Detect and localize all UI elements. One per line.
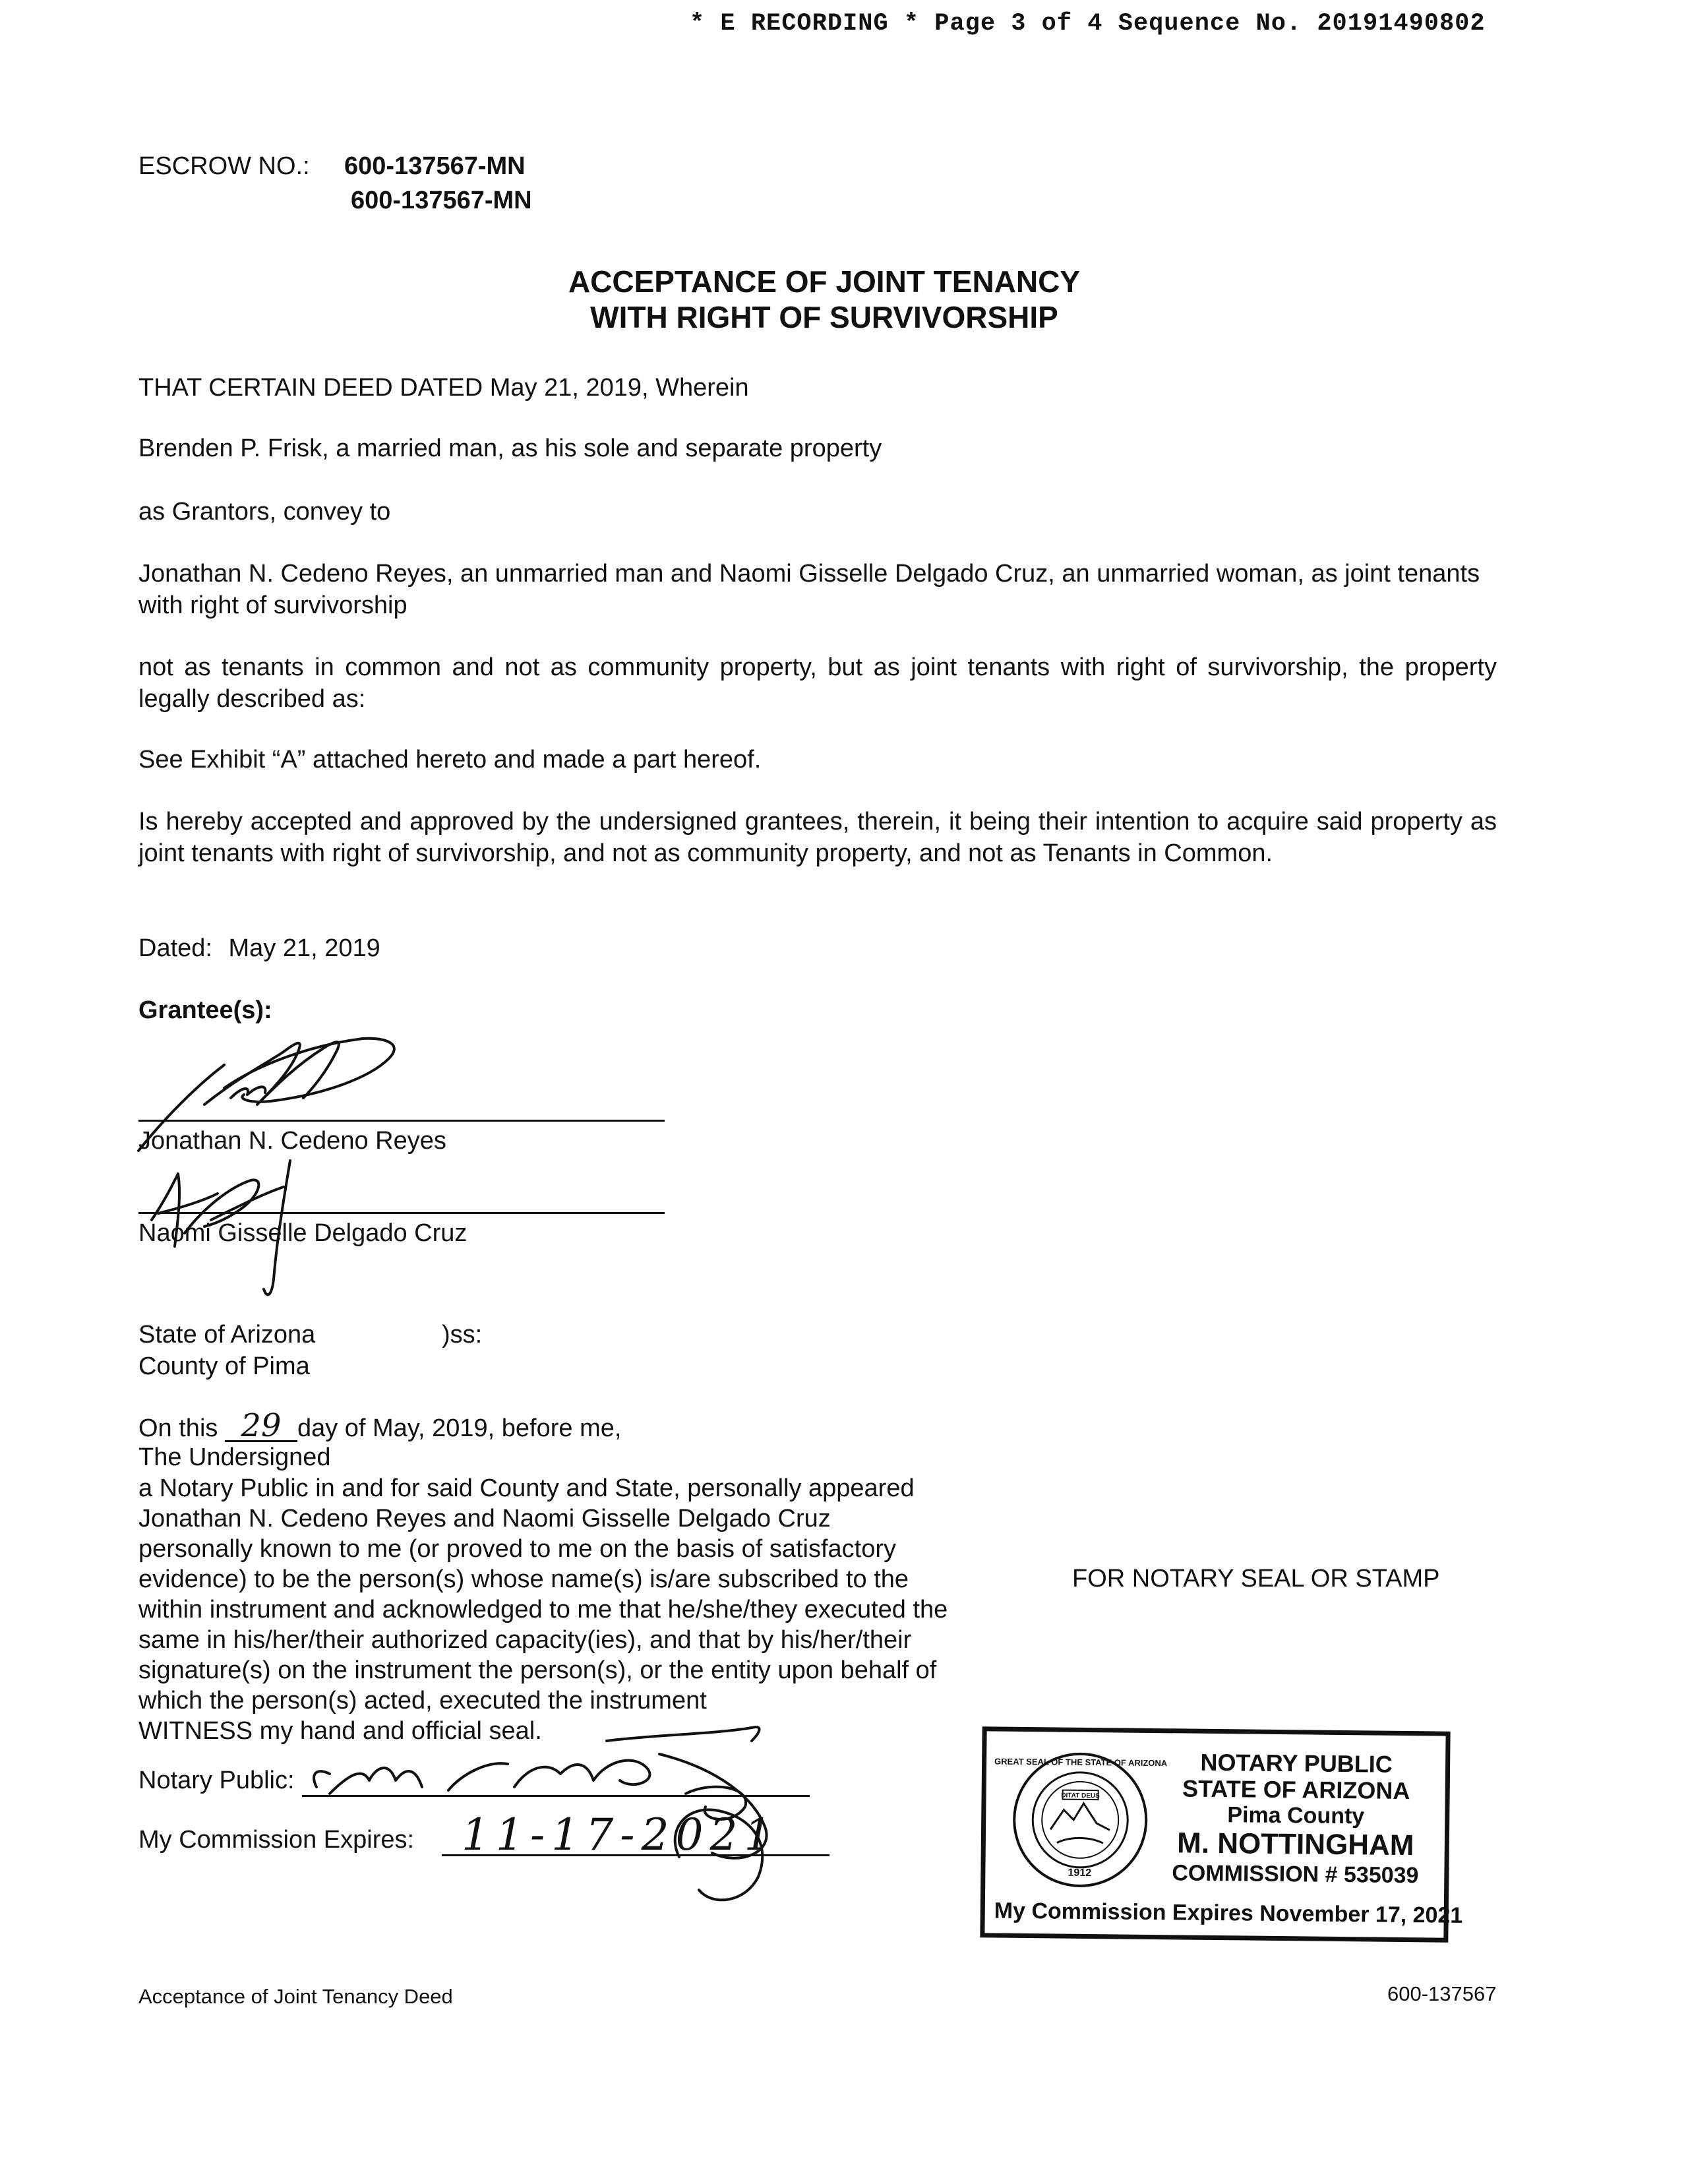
notary-acknowledgment (138, 1473, 1075, 1746)
seal-year: 1912 (1068, 1867, 1092, 1879)
day-rest: day of May, 2019, before me, (297, 1414, 622, 1442)
stamp-text (1150, 1749, 1441, 1889)
stamp-line-5: COMMISSION # 535039 (1172, 1860, 1419, 1889)
escrow-label: ESCROW NO.: (138, 152, 310, 180)
ack-line: Jonathan N. Cedeno Reyes and Naomi Gisselle Delgado Cruz (138, 1505, 831, 1532)
dated-line (138, 932, 380, 964)
signer-name-1: Jonathan N. Cedeno Reyes (138, 1127, 446, 1155)
seal-caption: FOR NOTARY SEAL OR STAMP (1072, 1565, 1440, 1592)
escrow-number-2: 600-137567-MN (351, 187, 532, 214)
deed-dated-line: THAT CERTAIN DEED DATED May 21, 2019, Wherein (138, 374, 749, 402)
convey-line: as Grantors, convey to (138, 498, 391, 526)
exhibit-line: See Exhibit “A” attached hereto and made a part hereof. (138, 746, 762, 774)
notary-stamp (980, 1726, 1463, 1942)
grantees-heading: Grantee(s): (138, 996, 272, 1024)
stamp-line-3: Pima County (1227, 1802, 1365, 1829)
ack-line: signature(s) on the instrument the person(s), or the entity upon behalf of (138, 1656, 937, 1684)
stamp-line-2: STATE OF ARIZONA (1182, 1774, 1410, 1805)
stamp-line-4: M. NOTTINGHAM (1176, 1827, 1414, 1862)
ack-line: personally known to me (or proved to me on the basis of satisfactory (138, 1535, 896, 1563)
dated-label: Dated: (138, 934, 212, 962)
acceptance-paragraph: Is hereby accepted and approved by the undersigned grantees, therein, it being their intention to acquire said property as joint tenants with right of survivorship, and not as community property, and not as Tenants in Common. (138, 808, 1497, 867)
seal-motto: DITAT DEUS (1061, 1792, 1100, 1800)
signature-line-1 (138, 1120, 665, 1122)
day-handwritten: 29 (225, 1411, 297, 1442)
ack-line: WITNESS my hand and official seal. (138, 1717, 542, 1745)
commission-loop (659, 1791, 791, 1910)
dated-value: May 21, 2019 (228, 934, 380, 962)
seal-ring-text: GREAT SEAL OF THE STATE OF ARIZONA (994, 1756, 1168, 1769)
notary-undersigned: The Undersigned (138, 1443, 331, 1471)
ack-line: evidence) to be the person(s) whose name(s) is/are subscribed to the (138, 1565, 909, 1593)
recording-header: * E RECORDING * Page 3 of 4 Sequence No. 20191490802 (690, 10, 1486, 38)
ack-line: same in his/her/their authorized capacity(ies), and that by his/her/their (138, 1626, 912, 1654)
venue-ss: )ss: (442, 1321, 483, 1349)
commission-handwritten: 11-17-2021 (462, 1809, 779, 1860)
tenancy-paragraph: not as tenants in common and not as community property, but as joint tenants with right of survivorship, the property legally described as: (138, 653, 1497, 713)
great-seal-icon (994, 1750, 1168, 1890)
escrow-number-1: 600-137567-MN (344, 152, 526, 180)
ack-line: a Notary Public in and for said County and State, personally appeared (138, 1474, 915, 1502)
venue-county: County of Pima (138, 1352, 310, 1380)
footer-left: Acceptance of Joint Tenancy Deed (138, 1985, 453, 2008)
notary-public-label: Notary Public: (138, 1767, 295, 1794)
notary-on-this-line (138, 1407, 622, 1444)
ack-line: which the person(s) acted, executed the instrument (138, 1687, 707, 1714)
title-line-2: WITH RIGHT OF SURVIVORSHIP (590, 300, 1058, 334)
on-this-label: On this (138, 1414, 218, 1442)
venue-state: State of Arizona (138, 1321, 316, 1349)
stamp-line-1: NOTARY PUBLIC (1200, 1748, 1393, 1778)
signature-line-2 (138, 1212, 665, 1214)
title-line-1: ACCEPTANCE OF JOINT TENANCY (568, 264, 1081, 299)
commission-label: My Commission Expires: (138, 1826, 415, 1854)
signer-name-2: Naomi Gisselle Delgado Cruz (138, 1219, 467, 1247)
ack-line: within instrument and acknowledged to me that he/she/they executed the (138, 1596, 948, 1623)
stamp-expiry: My Commission Expires November 17, 2021 (994, 1898, 1463, 1928)
grantees-paragraph: Jonathan N. Cedeno Reyes, an unmarried man and Naomi Gisselle Delgado Cruz, an unmarried woman, as joint tenants with right of survivorship (138, 560, 1480, 619)
footer-right: 600-137567 (1387, 1982, 1497, 2005)
document-title (0, 264, 1648, 335)
grantor-line: Brenden P. Frisk, a married man, as his sole and separate property (138, 435, 882, 462)
